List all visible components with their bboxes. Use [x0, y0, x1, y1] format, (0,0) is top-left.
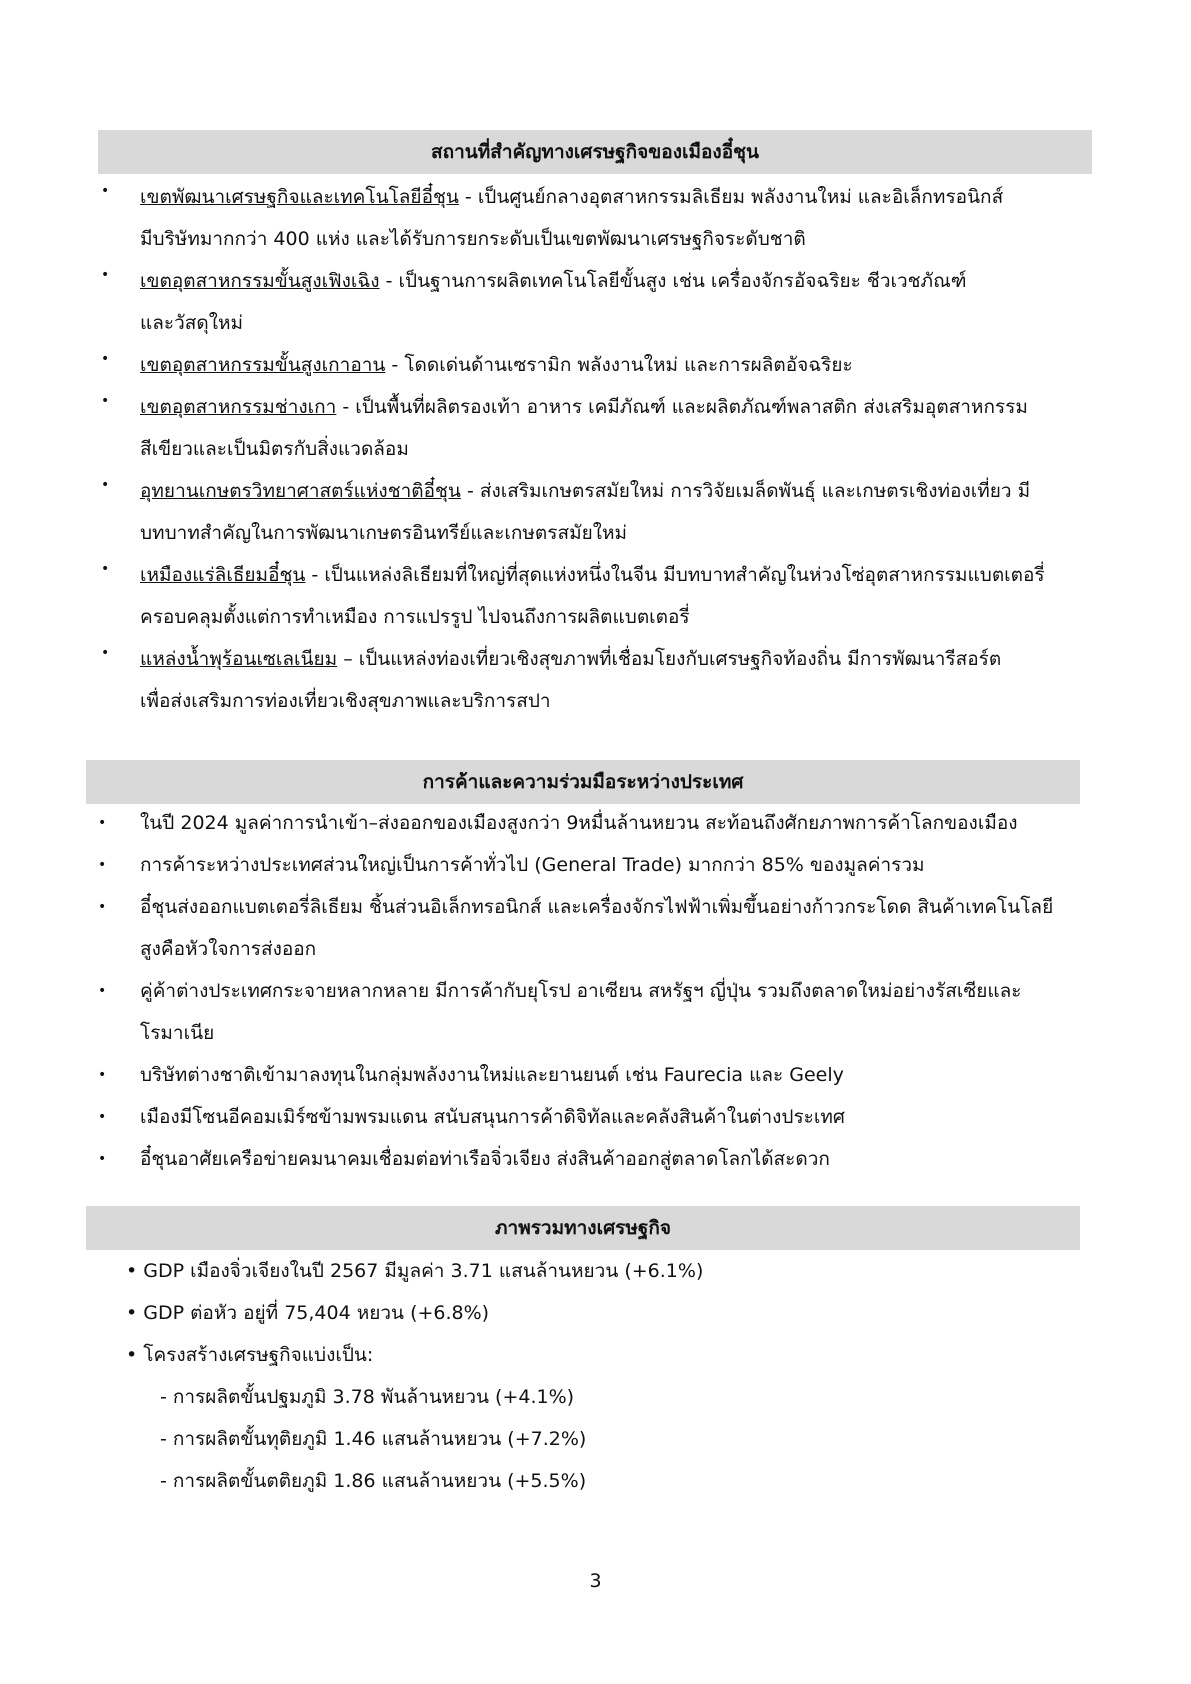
list-item-text [140, 344, 1100, 386]
economy-item: • โครงสร้างเศรษฐกิจแบ่งเป็น: [126, 1344, 374, 1366]
landmark-description-cont: มีบริษัทมากกว่า 400 แห่ง และได้รับการยกระดับเป็นเขตพัฒนาเศรษฐกิจระดับชาติ [140, 228, 806, 250]
economy-item: • GDP เมืองจิ่วเจียงในปี 2567 มีมูลค่า 3.71 แสนล้านหยวน (+6.1%) [126, 1260, 704, 1282]
list-item-line: เมืองมีโซนอีคอมเมิร์ซข้ามพรมแดน สนับสนุนการค้าดิจิทัลและคลังสินค้าในต่างประเทศ [140, 1106, 845, 1128]
section-header-landmarks: สถานที่สำคัญทางเศรษฐกิจของเมืองอี๋ชุน [98, 130, 1092, 174]
economy-item: • GDP ต่อหัว อยู่ที่ 75,404 หยวน (+6.8%) [126, 1302, 490, 1324]
landmark-name: แหล่งน้ำพุร้อนเซเลเนียม [140, 648, 338, 670]
economy-subitem: - การผลิตขั้นปฐมภูมิ 3.78 พันล้านหยวน (+4.1%) [160, 1386, 575, 1408]
bullet-icon: • [101, 267, 110, 283]
section-header-economy: ภาพรวมทางเศรษฐกิจ [86, 1206, 1080, 1250]
landmark-name: เหมืองแร่ลิเธียมอี๋ชุน [140, 564, 306, 586]
landmark-description: ส่งเสริมเกษตรสมัยใหม่ การวิจัยเมล็ดพันธุ์ และเกษตรเชิงท่องเที่ยว มี [479, 480, 1031, 502]
bullet-icon: • [98, 1109, 107, 1125]
list-item [0, 970, 1191, 1054]
list-item-text [140, 554, 1100, 638]
separator: - [460, 480, 480, 502]
landmark-name: อุทยานเกษตรวิทยาศาสตร์แห่งชาติอี๋ชุน [140, 480, 461, 502]
landmarks-list [0, 176, 1191, 722]
list-item-text [140, 638, 1100, 722]
list-item-line [140, 186, 1003, 208]
bullet-icon: • [101, 645, 110, 661]
list-item-text [140, 260, 1100, 344]
list-item-text [140, 176, 1100, 260]
list-item-line-cont: โรมาเนีย [140, 1022, 215, 1044]
landmark-description: เป็นแหล่งลิเธียมที่ใหญ่ที่สุดแห่งหนึ่งในจีน มีบทบาทสำคัญในห่วงโซ่อุตสาหกรรมแบตเตอรี่ [324, 564, 1045, 586]
list-item [0, 176, 1191, 260]
separator: - [458, 186, 478, 208]
bullet-icon: • [101, 183, 110, 199]
bullet-icon: • [98, 983, 107, 999]
landmark-description-cont: สีเขียวและเป็นมิตรกับสิ่งแวดล้อม [140, 438, 409, 460]
list-item-text [140, 886, 1100, 970]
list-item-line [140, 270, 966, 292]
bullet-icon: • [101, 351, 110, 367]
landmark-description-cont: เพื่อส่งเสริมการท่องเที่ยวเชิงสุขภาพและบริการสปา [140, 690, 551, 712]
list-item-text [140, 802, 1100, 844]
list-item-text [140, 386, 1100, 470]
page-number: 3 [589, 1570, 602, 1592]
list-item-line [140, 396, 1028, 418]
list-item-text [140, 1096, 1100, 1138]
bullet-icon: • [101, 393, 110, 409]
list-item-line: บริษัทต่างชาติเข้ามาลงทุนในกลุ่มพลังงานใหม่และยานยนต์ เช่น Faurecia และ Geely [140, 1064, 844, 1086]
landmark-description: เป็นพื้นที่ผลิตรองเท้า อาหาร เคมีภัณฑ์ และผลิตภัณฑ์พลาสติก ส่งเสริมอุตสาหกรรม [355, 396, 1028, 418]
list-item [0, 1096, 1191, 1138]
list-item [0, 470, 1191, 554]
separator: - [336, 396, 356, 418]
bullet-icon: • [98, 899, 107, 915]
list-item-line-cont: สูงคือหัวใจการส่งออก [140, 938, 317, 960]
landmark-description-cont: บทบาทสำคัญในการพัฒนาเกษตรอินทรีย์และเกษตรสมัยใหม่ [140, 522, 628, 544]
list-item-text [140, 970, 1100, 1054]
landmark-description: เป็นฐานการผลิตเทคโนโลยีขั้นสูง เช่น เครื่องจักรอัจฉริยะ ชีวเวชภัณฑ์ [398, 270, 967, 292]
list-item [0, 638, 1191, 722]
list-item [0, 344, 1191, 386]
economy-subitem: - การผลิตขั้นตติยภูมิ 1.86 แสนล้านหยวน (+5.5%) [160, 1470, 587, 1492]
bullet-icon: • [98, 1067, 107, 1083]
bullet-icon: • [98, 1151, 107, 1167]
economy-list [0, 1250, 1191, 1502]
landmark-description-cont: ครอบคลุมตั้งแต่การทำเหมือง การแปรรูป ไปจนถึงการผลิตแบตเตอรี่ [140, 606, 690, 628]
bullet-icon: • [101, 477, 110, 493]
list-item [0, 1138, 1191, 1180]
list-item [0, 386, 1191, 470]
separator: - [385, 354, 405, 376]
bullet-icon: • [98, 815, 107, 831]
list-item-text [140, 1138, 1100, 1180]
trade-list [0, 802, 1191, 1180]
economy-subitem: - การผลิตขั้นทุติยภูมิ 1.46 แสนล้านหยวน (+7.2%) [160, 1428, 587, 1450]
list-item [0, 554, 1191, 638]
list-item-line [140, 354, 853, 376]
list-item-line: ในปี 2024 มูลค่าการนำเข้า–ส่งออกของเมืองสูงกว่า 9หมื่นล้านหยวน สะท้อนถึงศักยภาพการค้าโลกของเมือง [140, 812, 1018, 834]
landmark-description: เป็นศูนย์กลางอุตสาหกรรมลิเธียม พลังงานใหม่ และอิเล็กทรอนิกส์ [477, 186, 1004, 208]
bullet-icon: • [101, 561, 110, 577]
landmark-description: เป็นแหล่งท่องเที่ยวเชิงสุขภาพที่เชื่อมโยงกับเศรษฐกิจท้องถิ่น มีการพัฒนารีสอร์ต [358, 648, 1002, 670]
list-item-line: อี๋ชุนส่งออกแบตเตอรี่ลิเธียม ชิ้นส่วนอิเล็กทรอนิกส์ และเครื่องจักรไฟฟ้าเพิ่มขึ้นอย่างก้าวกระโดด สินค้าเทคโนโลยี [140, 896, 1054, 918]
landmark-description-cont: และวัสดุใหม่ [140, 312, 244, 334]
list-item [0, 260, 1191, 344]
landmark-description: โดดเด่นด้านเซรามิก พลังงานใหม่ และการผลิตอัจฉริยะ [404, 354, 853, 376]
landmark-name: เขตอุตสาหกรรมขั้นสูงเฟิงเฉิง [140, 270, 380, 292]
list-item [0, 1054, 1191, 1096]
list-item [0, 844, 1191, 886]
landmark-name: เขตพัฒนาเศรษฐกิจและเทคโนโลยีอี๋ชุน [140, 186, 459, 208]
separator: - [379, 270, 399, 292]
list-item [0, 886, 1191, 970]
list-item [0, 802, 1191, 844]
list-item-text [140, 844, 1100, 886]
separator: - [305, 564, 325, 586]
list-item-line [140, 480, 1030, 502]
separator: – [337, 648, 359, 670]
list-item-line [140, 564, 1045, 586]
list-item-line: คู่ค้าต่างประเทศกระจายหลากหลาย มีการค้ากับยุโรป อาเซียน สหรัฐฯ ญี่ปุ่น รวมถึงตลาดใหม่อย่างรัสเซียและ [140, 980, 1022, 1002]
list-item-text [140, 470, 1100, 554]
landmark-name: เขตอุตสาหกรรมช่างเกา [140, 396, 337, 418]
list-item-line: อี๋ชุนอาศัยเครือข่ายคมนาคมเชื่อมต่อท่าเรือจิ่วเจียง ส่งสินค้าออกสู่ตลาดโลกได้สะดวก [140, 1148, 830, 1170]
list-item-text [140, 1054, 1100, 1096]
section-header-trade: การค้าและความร่วมมือระหว่างประเทศ [86, 760, 1080, 804]
list-item-line: การค้าระหว่างประเทศส่วนใหญ่เป็นการค้าทั่วไป (General Trade) มากกว่า 85% ของมูลค่ารวม [140, 854, 925, 876]
list-item-line [140, 648, 1001, 670]
bullet-icon: • [98, 857, 107, 873]
landmark-name: เขตอุตสาหกรรมขั้นสูงเกาอาน [140, 354, 386, 376]
